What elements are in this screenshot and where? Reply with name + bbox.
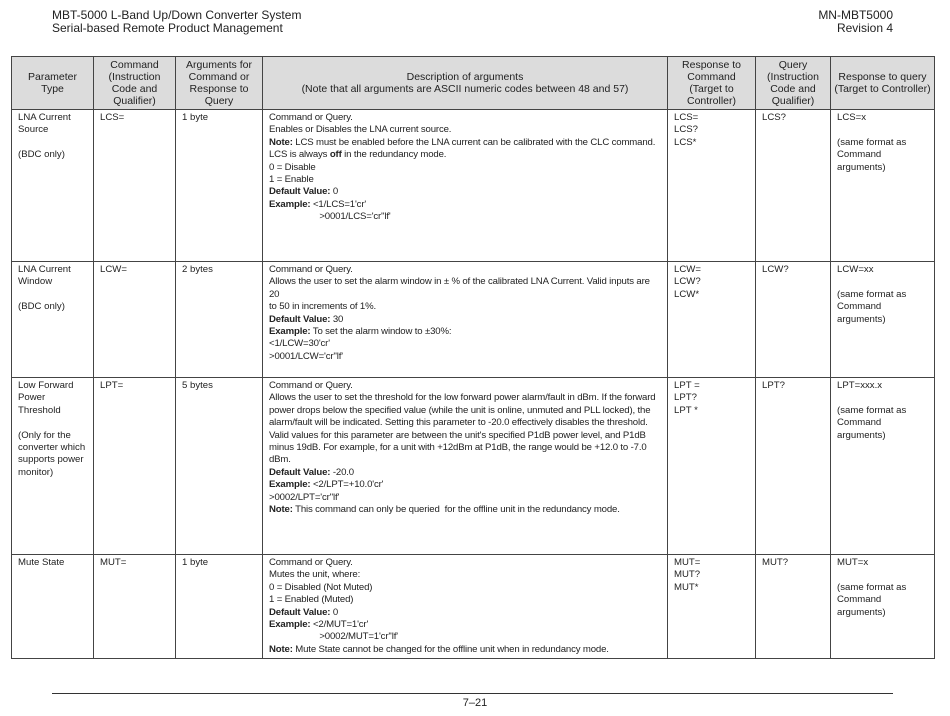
query-response-line: arguments): [837, 161, 886, 173]
response-line: LCS=: [674, 112, 699, 123]
col-header-query-response: Response to query (Target to Controller): [831, 57, 935, 110]
param-line: Power: [18, 392, 46, 404]
desc-label: Example:: [269, 198, 311, 210]
cell-description: [263, 110, 668, 262]
query-response-line: (same format as: [837, 288, 907, 300]
response-line: MUT*: [674, 581, 699, 593]
desc-line: [269, 162, 662, 174]
document-header-right: [818, 9, 893, 35]
desc-text: Enables or Disables the LNA current source.: [269, 124, 452, 136]
revision: Revision 4: [836, 21, 893, 35]
cell-arguments: 5 bytes: [176, 378, 263, 555]
desc-text: >0002/MUT=1'cr''lf': [269, 631, 398, 643]
desc-label: Note:: [269, 643, 293, 655]
desc-text: Valid values for this parameter are between the unit's specified P1dB power level, and P1dB: [269, 429, 646, 441]
desc-line: [269, 380, 662, 392]
desc-text: 0: [330, 186, 339, 198]
desc-text: Allows the user to set the threshold for the low forward power alarm/fault in dBm. If the forward: [269, 392, 656, 404]
doc-subtitle: Serial-based Remote Product Management: [52, 21, 283, 35]
cell-description: [263, 555, 668, 659]
desc-line: [269, 442, 662, 454]
cell-response: [668, 262, 756, 378]
cell-arguments: 2 bytes: [176, 262, 263, 378]
query-response-line: Command: [837, 594, 882, 606]
desc-text: alarm/fault will be indicated. Setting this parameter to -20.0 effectively disables the threshold.: [269, 417, 648, 429]
query-response-line: [837, 124, 929, 136]
cell-parameter-type: [12, 378, 94, 555]
param-line: [18, 417, 88, 429]
command-table: [11, 56, 935, 659]
param-line: [18, 289, 88, 301]
cell-parameter-type: [12, 555, 94, 659]
desc-line: [269, 569, 662, 581]
cell-query: LPT?: [756, 378, 831, 555]
desc-text: 0 = Disabled (Not Muted): [269, 581, 373, 593]
query-response-line: LCS=x: [837, 112, 867, 123]
desc-text: <1/LCS=1'cr': [310, 198, 367, 210]
table-row: [12, 378, 935, 555]
query-response-line: (same format as: [837, 136, 907, 148]
cell-response: [668, 110, 756, 262]
desc-text: Allows the user to set the alarm window in ± % of the calibrated LNA Current. Valid inputs are 20: [269, 276, 653, 300]
desc-line: [269, 264, 662, 276]
query-response-line: LCW=xx: [837, 264, 874, 275]
desc-line: [269, 430, 662, 442]
desc-text: 0 = Disable: [269, 161, 316, 173]
desc-text: Mutes the unit, where:: [269, 569, 361, 581]
cell-query-response: [831, 262, 935, 378]
desc-line: [269, 467, 662, 479]
desc-line: [269, 137, 662, 149]
cell-query: LCS?: [756, 110, 831, 262]
desc-text: LCS is always: [269, 149, 330, 161]
desc-label: Note:: [269, 136, 293, 148]
desc-label: Default Value:: [269, 313, 331, 325]
desc-text: Command or Query.: [269, 557, 353, 568]
desc-label: Default Value:: [269, 186, 331, 198]
desc-line: [269, 186, 662, 198]
desc-line: [269, 619, 662, 631]
cell-response: [668, 378, 756, 555]
desc-line: [269, 326, 662, 338]
desc-text: >0001/LCS='cr''lf': [269, 211, 391, 223]
desc-line: [269, 276, 662, 301]
query-response-line: Command: [837, 149, 882, 161]
desc-text: <2/LPT=+10.0'cr': [310, 479, 384, 491]
desc-text: minus 19dB. For example, for a unit with +12dBm at P1dB, the range would be +12.0 to -7.0: [269, 442, 647, 454]
desc-line: [269, 405, 662, 417]
desc-text: Command or Query.: [269, 264, 353, 275]
desc-label: Default Value:: [269, 466, 331, 478]
response-line: LCW*: [674, 288, 700, 300]
response-line: LPT *: [674, 404, 698, 416]
query-response-line: arguments): [837, 606, 886, 618]
desc-line: [269, 607, 662, 619]
cell-command: MUT=: [94, 555, 176, 659]
desc-line: [269, 492, 662, 504]
cell-parameter-type: [12, 110, 94, 262]
desc-line: [269, 314, 662, 326]
desc-text: >0001/LCW='cr''lf': [269, 350, 343, 362]
col-header-query: Query (Instruction Code and Qualifier): [756, 57, 831, 110]
desc-line: [269, 351, 662, 363]
desc-label: Example:: [269, 326, 311, 338]
table-row: [12, 262, 935, 378]
query-response-line: [837, 392, 929, 404]
desc-line: [269, 504, 662, 516]
cell-response: [668, 555, 756, 659]
cell-description: [263, 378, 668, 555]
desc-emphasis: off: [329, 149, 342, 161]
desc-line: [269, 454, 662, 466]
desc-text: Command or Query.: [269, 380, 353, 391]
param-line: [18, 137, 88, 149]
cell-query: MUT?: [756, 555, 831, 659]
desc-line: [269, 199, 662, 211]
col-header-arguments: Arguments for Command or Response to Query: [176, 57, 263, 110]
desc-line: [269, 557, 662, 569]
cell-parameter-type: [12, 262, 94, 378]
col-header-parameter-type: Parameter Type: [12, 57, 94, 110]
desc-line: [269, 582, 662, 594]
response-line: LCS?: [674, 124, 698, 136]
cell-arguments: 1 byte: [176, 555, 263, 659]
param-line: supports power: [18, 454, 84, 466]
desc-line: [269, 174, 662, 186]
query-response-line: (same format as: [837, 581, 907, 593]
desc-text: Command or Query.: [269, 112, 353, 123]
cell-command: LPT=: [94, 378, 176, 555]
param-line: LNA Current: [18, 112, 71, 123]
col-header-response: Response to Command (Target to Controller): [668, 57, 756, 110]
desc-line: [269, 301, 662, 313]
table-row: [12, 555, 935, 659]
desc-text: <2/MUT=1'cr': [310, 619, 369, 631]
response-line: LPT?: [674, 392, 697, 404]
desc-text: LCS must be enabled before the LNA current can be calibrated with the CLC command.: [292, 136, 656, 148]
cell-query: LCW?: [756, 262, 831, 378]
desc-line: [269, 149, 662, 161]
desc-label: Default Value:: [269, 606, 331, 618]
cell-query-response: [831, 378, 935, 555]
desc-line: [269, 417, 662, 429]
param-line: Window: [18, 276, 53, 288]
document-header-left: [52, 9, 301, 35]
page-number: 7–21: [462, 697, 488, 709]
desc-line: [269, 338, 662, 350]
desc-line: [269, 644, 662, 656]
desc-line: [269, 211, 662, 223]
cell-command: LCW=: [94, 262, 176, 378]
param-line: (BDC only): [18, 301, 65, 313]
col-header-description: Description of arguments (Note that all arguments are ASCII numeric codes between 48 and 57): [263, 57, 668, 110]
col-header-command: Command (Instruction Code and Qualifier): [94, 57, 176, 110]
desc-text: to 50 in increments of 1%.: [269, 301, 377, 313]
desc-line: [269, 124, 662, 136]
desc-text: -20.0: [330, 466, 354, 478]
response-line: MUT?: [674, 569, 701, 581]
query-response-line: arguments): [837, 313, 886, 325]
table-header-row: [12, 57, 935, 110]
desc-text: 30: [330, 313, 344, 325]
footer-rule: [52, 693, 893, 694]
query-response-line: (same format as: [837, 404, 907, 416]
manual-number: MN-MBT5000: [818, 8, 893, 22]
param-line: Threshold: [18, 404, 61, 416]
cell-query-response: [831, 110, 935, 262]
response-line: LCW=: [674, 264, 701, 275]
query-response-line: Command: [837, 301, 882, 313]
cell-command: LCS=: [94, 110, 176, 262]
param-line: Low Forward: [18, 380, 74, 391]
param-line: monitor): [18, 466, 54, 478]
desc-text: This command can only be queried for the offline unit in the redundancy mode.: [292, 504, 620, 516]
response-line: LCS*: [674, 136, 697, 148]
desc-text: >0002/LPT='cr''lf': [269, 491, 340, 503]
desc-text: 1 = Enabled (Muted): [269, 594, 354, 606]
desc-line: [269, 479, 662, 491]
desc-text: power drops below the specified value (while the unit is online, unmuted and PLL locked), the: [269, 404, 651, 416]
desc-text: dBm.: [269, 454, 291, 466]
param-line: LNA Current: [18, 264, 71, 275]
cell-arguments: 1 byte: [176, 110, 263, 262]
param-line: converter which: [18, 442, 86, 454]
desc-line: [269, 594, 662, 606]
desc-text: Mute State cannot be changed for the offline unit when in redundancy mode.: [292, 643, 609, 655]
param-line: Source: [18, 124, 49, 136]
desc-label: Example:: [269, 479, 311, 491]
response-line: MUT=: [674, 557, 701, 568]
desc-text: 0: [330, 606, 339, 618]
desc-line: [269, 392, 662, 404]
desc-text: 1 = Enable: [269, 174, 314, 186]
desc-label: Example:: [269, 619, 311, 631]
cell-description: [263, 262, 668, 378]
param-line: (BDC only): [18, 149, 65, 161]
response-line: LPT =: [674, 380, 700, 391]
param-line: Mute State: [18, 557, 65, 568]
desc-line: [269, 631, 662, 643]
query-response-line: arguments): [837, 429, 886, 441]
query-response-line: Command: [837, 417, 882, 429]
query-response-line: MUT=x: [837, 557, 869, 568]
query-response-line: [837, 569, 929, 581]
desc-label: Note:: [269, 504, 293, 516]
desc-line: [269, 112, 662, 124]
cell-query-response: [831, 555, 935, 659]
query-response-line: [837, 276, 929, 288]
query-response-line: LPT=xxx.x: [837, 380, 883, 391]
table-row: [12, 110, 935, 262]
doc-title: MBT-5000 L-Band Up/Down Converter System: [52, 8, 302, 22]
response-line: LCW?: [674, 276, 701, 288]
param-line: (Only for the: [18, 429, 71, 441]
desc-text: To set the alarm window to ±30%:: [310, 326, 452, 338]
desc-text: in the redundancy mode.: [341, 149, 447, 161]
desc-text: <1/LCW=30'cr': [269, 338, 330, 350]
